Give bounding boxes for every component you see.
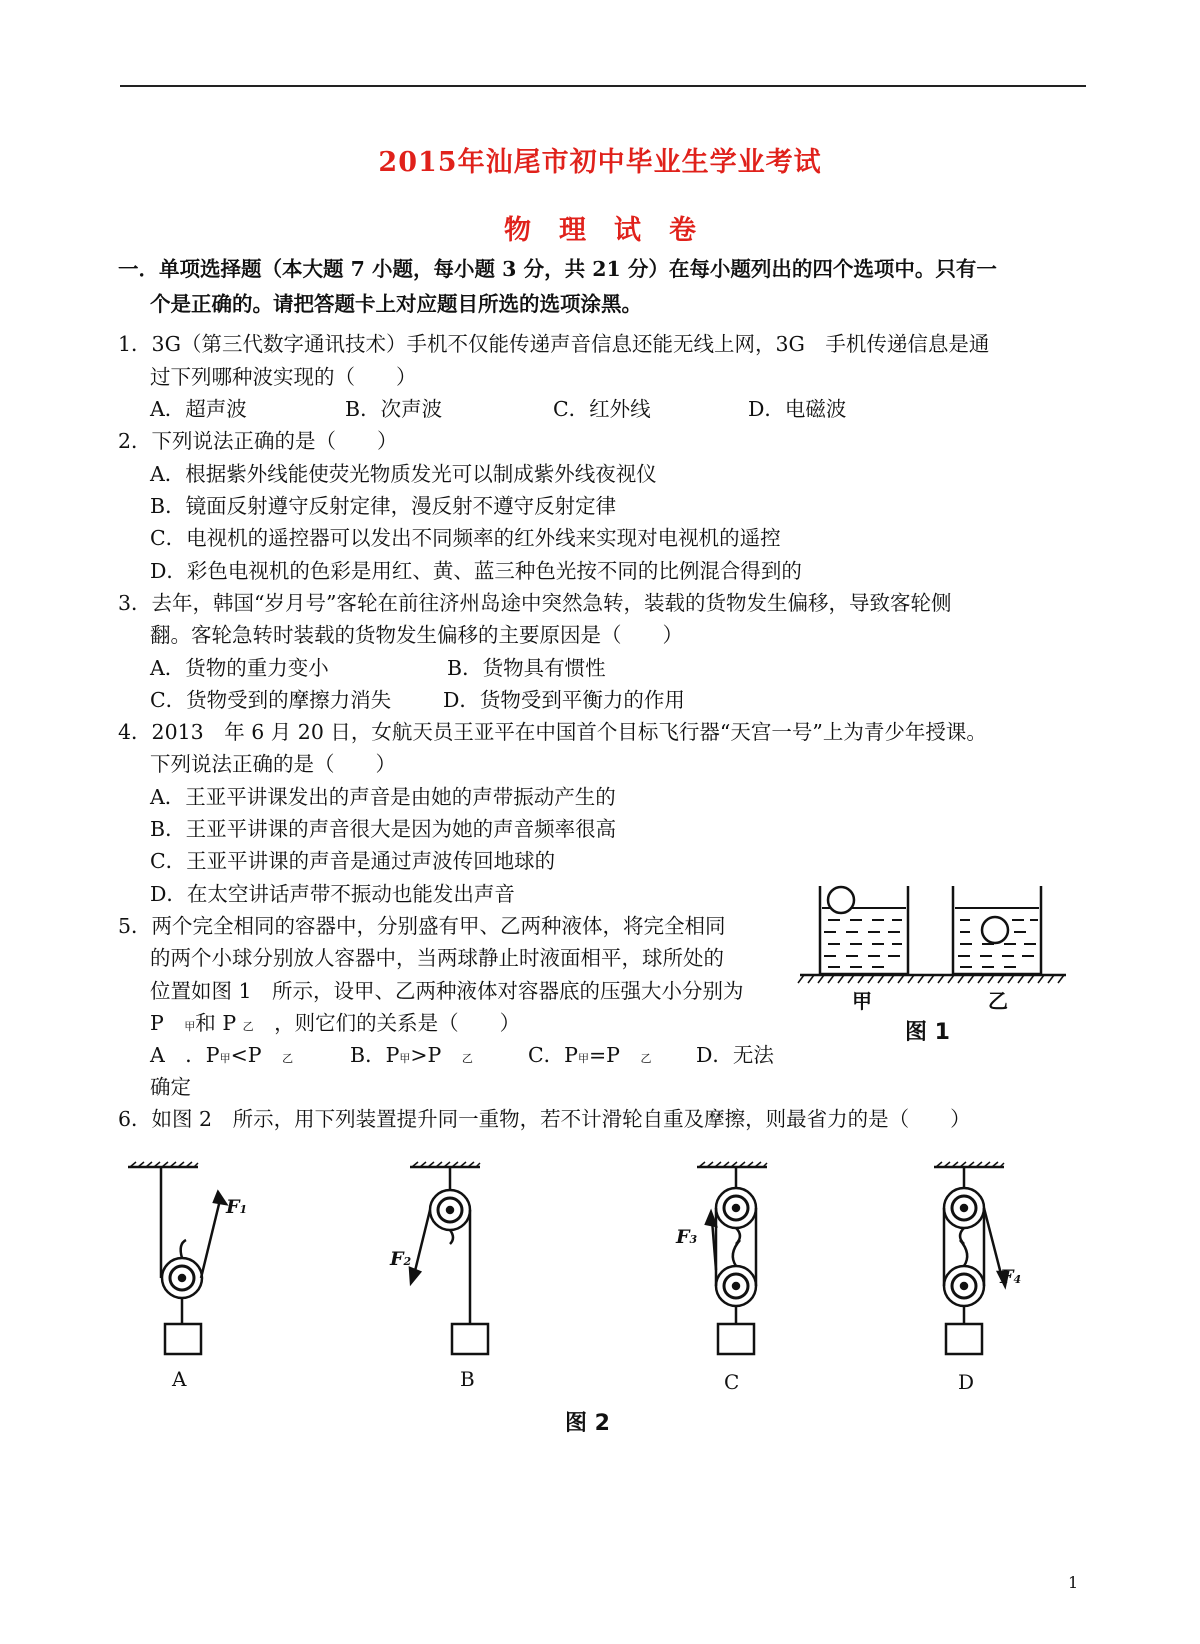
q3-option-c: C．货物受到的摩擦力消失 (150, 688, 392, 712)
figure-2-pulleys (0, 1160, 1100, 1390)
q2-stem: 2．下列说法正确的是（ ） (118, 429, 398, 453)
q4-stem-line2: 下列说法正确的是（ ） (150, 752, 396, 776)
q6-stem: 6．如图 2 所示，用下列装置提升同一重物，若不计滑轮自重及摩擦，则最省力的是（ ） (118, 1107, 971, 1131)
exam-title: 2015年汕尾市初中毕业生学业考试 (378, 147, 822, 178)
q3-stem-line2: 翻。客轮急转时装载的货物发生偏移的主要原因是（ ） (150, 623, 683, 647)
q5-option-d: D．无法 (696, 1043, 774, 1067)
fig2-panel-label-c: C (724, 1370, 740, 1394)
fig2-caption: 图 2 (565, 1411, 610, 1436)
fig1-label-yi: 乙 (988, 989, 1008, 1013)
q3-stem-line1: 3．去年，韩国“岁月号”客轮在前往济州岛途中突然急转，装载的货物发生偏移，导致客轮侧 (118, 591, 952, 615)
q4-option-b: B．王亚平讲课的声音很大是因为她的声音频率很高 (150, 817, 617, 841)
q2-option-d: D．彩色电视机的色彩是用红、黄、蓝三种色光按不同的比例混合得到的 (150, 559, 802, 583)
fig2-force-label-2: F2 (390, 1248, 412, 1270)
fig2-panel-label-d: D (958, 1370, 975, 1394)
q3-option-a: A．货物的重力变小 (150, 656, 329, 680)
q5-option-d-continued: 确定 (150, 1075, 191, 1099)
page-number: 1 (1068, 1573, 1079, 1592)
section-header-line2: 个是正确的。请把答题卡上对应题目所选的选项涂黑。 (150, 292, 642, 316)
q5-option-c: C．P甲=P 乙 (528, 1043, 652, 1067)
fig2-panel-label-b: B (460, 1367, 475, 1391)
q5-option-b: B．P甲>P 乙 (350, 1043, 473, 1067)
q3-option-b: B．货物具有惯性 (447, 656, 606, 680)
q5-stem-line1: 5．两个完全相同的容器中，分别盛有甲、乙两种液体，将完全相同 (118, 914, 726, 938)
figure-1-containers (798, 880, 1068, 990)
q4-option-d: D．在太空讲话声带不振动也能发出声音 (150, 882, 515, 906)
q4-stem-line1: 4．2013 年 6 月 20 日，女航天员王亚平在中国首个目标飞行器“天宫一号”上为青少年授课。 (118, 720, 987, 744)
q1-option-d: D．电磁波 (748, 397, 847, 421)
q1-option-a: A．超声波 (150, 397, 247, 421)
fig2-force-label-4: F4 (1000, 1266, 1022, 1288)
fig2-force-label-1: F1 (226, 1196, 248, 1218)
q1-option-b: B．次声波 (345, 397, 443, 421)
q1-option-c: C．红外线 (553, 397, 651, 421)
q4-option-a: A．王亚平讲课发出的声音是由她的声带振动产生的 (150, 785, 616, 809)
section-header-line1: 一．单项选择题（本大题 7 小题，每小题 3 分，共 21 分）在每小题列出的四个选项中。只有一 (118, 257, 997, 281)
q5-stem-line3: 位置如图 1 所示，设甲、乙两种液体对容器底的压强大小分别为 (150, 979, 744, 1003)
q5-option-a: A ．P甲<P 乙 (150, 1043, 294, 1067)
q5-stem-line4: P 甲和 P 乙 ，则它们的关系是（ ） (150, 1011, 521, 1035)
header-rule (120, 85, 1086, 87)
fig2-panel-label-a: A (172, 1367, 187, 1391)
q1-stem-line1: 1．3G（第三代数字通讯技术）手机不仅能传递声音信息还能无线上网，3G 手机传递信息是通 (118, 332, 990, 356)
fig1-label-jia: 甲 (852, 989, 872, 1013)
fig1-caption: 图 1 (905, 1020, 950, 1045)
q4-option-c: C．王亚平讲课的声音是通过声波传回地球的 (150, 849, 556, 873)
q2-option-b: B．镜面反射遵守反射定律，漫反射不遵守反射定律 (150, 494, 617, 518)
fig2-force-label-3: F3 (676, 1226, 698, 1248)
q5-stem-line2: 的两个小球分别放人容器中，当两球静止时液面相平，球所处的 (150, 946, 724, 970)
q1-stem-line2: 过下列哪种波实现的（ ） (150, 365, 417, 389)
q3-option-d: D．货物受到平衡力的作用 (443, 688, 685, 712)
q2-option-a: A．根据紫外线能使荧光物质发光可以制成紫外线夜视仪 (150, 462, 657, 486)
exam-subtitle: 物理试卷 (504, 215, 724, 246)
q2-option-c: C．电视机的遥控器可以发出不同频率的红外线来实现对电视机的遥控 (150, 526, 781, 550)
